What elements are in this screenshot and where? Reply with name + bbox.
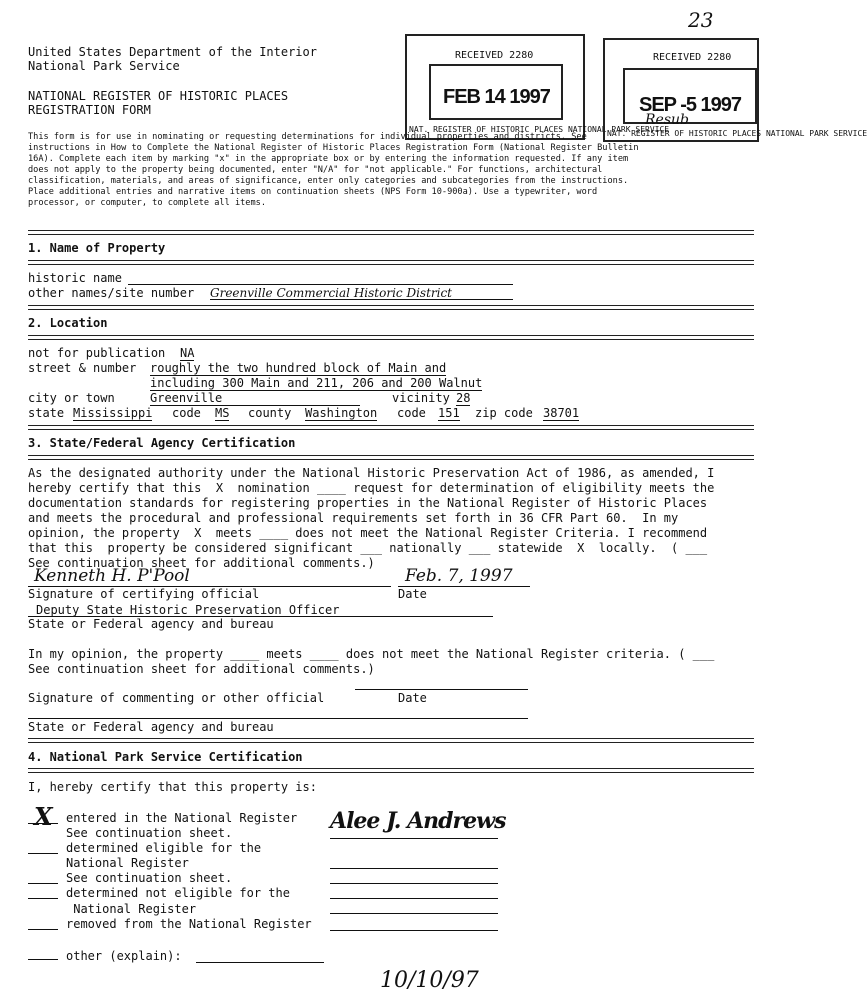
opinion-line-2: See continuation sheet for additional comments.) (28, 662, 375, 676)
paragraph-line: that this property be considered significant ___ nationally ___ statewide X locally. ( ___ (28, 541, 708, 555)
certifying-date: Feb. 7, 1997 (405, 566, 513, 586)
received-stamp-2 (603, 38, 867, 142)
keeper-sig-line (330, 883, 498, 884)
keeper-signature: Alee J. Andrews (330, 808, 506, 834)
keeper-sig-line (330, 898, 498, 899)
section-divider (28, 335, 754, 340)
paragraph-line: opinion, the property X meets ____ does not meet the National Register Criteria. I recommend (28, 526, 708, 540)
city-label: city or town (28, 391, 115, 405)
street-label: street & number (28, 361, 137, 375)
form-title-2: REGISTRATION FORM (28, 103, 151, 117)
stamp-date: SEP -5 1997 (639, 94, 742, 116)
dept-name: United States Department of the Interior (28, 45, 317, 59)
nps-item: determined not eligible for the (66, 886, 290, 900)
section1-heading: 1. Name of Property (28, 241, 166, 255)
keeper-sig-line (330, 838, 498, 839)
section-divider (28, 230, 754, 235)
keeper-sig-line (330, 913, 498, 914)
commenting-label: Signature of commenting or other official (28, 691, 325, 705)
agency-line-2 (28, 718, 528, 719)
agency-name: National Park Service (28, 59, 180, 73)
paragraph-line: hereby certify that this X nomination ____ request for determination of eligibility meets the (28, 481, 715, 495)
checkbox-see-cont[interactable] (28, 883, 58, 884)
historic-name-field[interactable] (128, 271, 513, 285)
section-divider (28, 768, 754, 773)
instructions (28, 132, 748, 209)
county-label: county (248, 406, 292, 420)
section2-heading: 2. Location (28, 316, 108, 330)
nps-item: removed from the National Register (66, 917, 312, 931)
opinion-line-1: In my opinion, the property ____ meets ____ does not meet the National Register criteria. ( ___ (28, 647, 715, 661)
instruction-line: classification, materials, and areas of significance, enter only categories and subcategories from the instructions. (28, 176, 629, 186)
checkbox-det-eligible[interactable] (28, 853, 58, 854)
stamp-date: FEB 14 1997 (443, 86, 550, 108)
section-divider (28, 305, 754, 310)
county-field[interactable]: Washington (305, 406, 378, 420)
keeper-sig-line (330, 868, 498, 869)
county-code-field[interactable]: 151 (438, 406, 460, 420)
commenting-date-label: Date (398, 691, 427, 705)
zip-label: zip code (475, 406, 533, 420)
agency-field[interactable]: Deputy State Historic Preservation Officer (36, 603, 340, 617)
other-explain-label: other (explain): (66, 949, 182, 963)
agency-label-2: State or Federal agency and bureau (28, 720, 274, 734)
other-names-label: other names/site number (28, 286, 195, 300)
instruction-line: does not apply to the property being documented, enter "N/A" for "not applicable." For functions, architectural (28, 165, 603, 175)
paragraph-line: documentation standards for registering properties in the National Register of Historic Places (28, 496, 708, 510)
paragraph-line: As the designated authority under the National Historic Preservation Act of 1986, as amended, I (28, 466, 715, 480)
nps-item: National Register (66, 856, 189, 870)
vicinity-field[interactable]: 28 (456, 391, 471, 405)
paragraph-line: See continuation sheet for additional comments.) (28, 556, 375, 570)
commenting-date-line (355, 689, 528, 690)
city-field[interactable]: Greenville (150, 391, 360, 406)
instruction-line: This form is for use in nominating or requesting determinations for individual properties and districts. See (28, 132, 587, 142)
checkbox-removed[interactable] (28, 929, 58, 930)
nps-item: entered in the National Register (66, 811, 298, 825)
state-field[interactable]: Mississippi (73, 406, 153, 420)
section-divider (28, 425, 754, 430)
county-code-label: code (397, 406, 426, 420)
nps-item: National Register (66, 902, 197, 916)
instruction-line: 16A). Complete each item by marking "x" in the appropriate box or by entering the information requested. If any item (28, 154, 629, 164)
section-divider (28, 738, 754, 743)
instruction-line: instructions in How to Complete the National Register of Historic Places Registration Form (National Register Bulletin (28, 143, 639, 153)
certifying-signature: Kenneth H. P'Pool (34, 566, 190, 586)
stamp-footer: NAT. REGISTER OF HISTORIC PLACES NATIONAL PARK SERVICE (607, 129, 867, 138)
section4-heading: 4. National Park Service Certification (28, 750, 303, 764)
paragraph-line: and meets the procedural and professional requirements set forth in 36 CFR Part 60. In my (28, 511, 679, 525)
sig-label: Signature of certifying official (28, 587, 260, 601)
section-divider (28, 455, 754, 460)
nfp-label: not for publication (28, 346, 166, 360)
nfp-field[interactable]: NA (180, 346, 195, 360)
section-divider (28, 260, 754, 265)
historic-name-label: historic name (28, 271, 122, 285)
checkbox-other[interactable] (28, 959, 58, 960)
section3-heading: 3. State/Federal Agency Certification (28, 436, 296, 450)
nps-intro: I, hereby certify that this property is: (28, 780, 317, 794)
stamp-note: Resub (645, 112, 689, 128)
state-label: state (28, 406, 65, 420)
instruction-line: processor, or computer, to complete all items. (28, 198, 266, 208)
stamp-received-label: RECEIVED 2280 (653, 52, 732, 63)
bottom-date: 10/10/97 (380, 968, 479, 993)
state-code-label: code (172, 406, 201, 420)
vicinity-label: vicinity (392, 391, 450, 405)
other-explain-line[interactable] (196, 962, 324, 963)
nps-item: determined eligible for the (66, 841, 262, 855)
nps-item: See continuation sheet. (66, 826, 233, 840)
form-title-1: NATIONAL REGISTER OF HISTORIC PLACES (28, 89, 289, 103)
stamp-footer: NAT. REGISTER OF HISTORIC PLACES NATIONAL PARK SERVICE (409, 125, 670, 134)
keeper-sig-line (330, 930, 498, 931)
state-code-field[interactable]: MS (215, 406, 230, 420)
checkbox-not-eligible[interactable] (28, 898, 58, 899)
street-field-2[interactable]: including 300 Main and 211, 206 and 200 Walnut (150, 376, 483, 390)
corner-mark: 23 (688, 8, 714, 32)
entered-check-mark: X (34, 802, 53, 831)
agency-label: State or Federal agency and bureau (28, 617, 274, 631)
date-label: Date (398, 587, 427, 601)
other-names-field[interactable] (210, 286, 513, 300)
instruction-line: Place additional entries and narrative items on continuation sheets (NPS Form 10-900a). Use a typewriter, word (28, 187, 598, 197)
zip-field[interactable]: 38701 (543, 406, 580, 420)
certification-paragraph (28, 466, 714, 571)
stamp-received-label: RECEIVED 2280 (455, 50, 534, 61)
other-names-value: Greenville Commercial Historic District (210, 286, 453, 300)
street-field-1[interactable]: roughly the two hundred block of Main and (150, 361, 447, 375)
nps-item: See continuation sheet. (66, 871, 233, 885)
